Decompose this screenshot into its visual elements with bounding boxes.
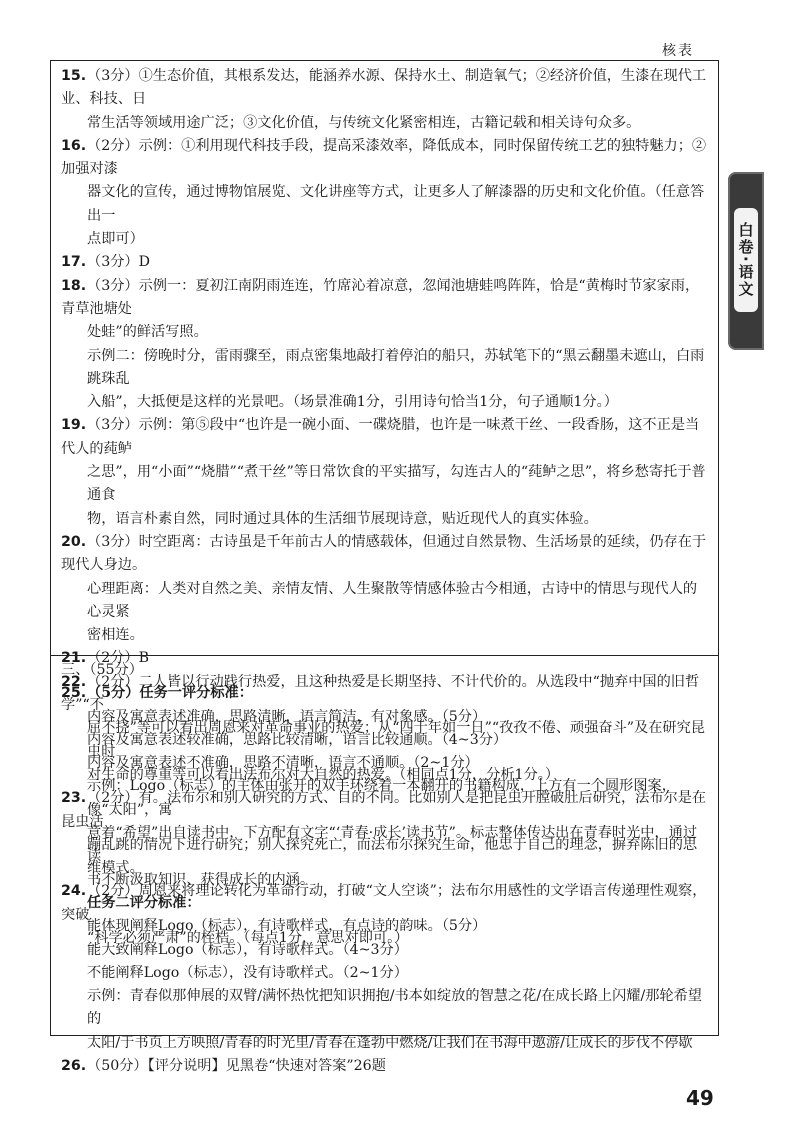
task1-lines-line: 内容及寓意表述准确，思路清晰，语言简洁，有对象感。（5分） xyxy=(87,708,487,725)
task2-lines-line: 能体现阐释Logo（标志），有诗歌样式，有点诗的韵味。（5分） xyxy=(87,918,487,935)
answer-text: （3分）①生态价值，其根系发达，能涵养水源、保持水土、制造氧气；②经济价值，生漆在现代工业、科技、日 xyxy=(61,68,707,108)
answer-line xyxy=(61,181,710,228)
answer-text: （2分）B xyxy=(87,650,150,667)
section-divider xyxy=(51,655,718,656)
question-number: 17. xyxy=(61,254,87,271)
question-26 xyxy=(61,1055,710,1078)
answer-text: 对生命的尊重等可以看出法布尔对大自然的热爱。（相同点1分，分析1分。） xyxy=(87,766,560,783)
question-25-heading: （5分）任务一评分标准： xyxy=(87,685,253,702)
answer-text: 蹦乱跳的情况下进行研究；别人探究死亡，而法布尔探究生命，他忠于自己的理念，摒弃陈旧的思维模式。 xyxy=(87,836,698,877)
question-25-head xyxy=(61,682,710,705)
header-label: 核表 xyxy=(662,43,694,59)
answer-line xyxy=(61,508,710,531)
answer-line xyxy=(61,65,710,112)
answer-text: 之思”，用“小面”“烧腊”“煮干丝”等日常饮食的平实描写，勾连古人的“莼鲈之思”，将乡愁寄托于普通食 xyxy=(87,464,706,504)
example1-lines-line: 意着“希望”出自读书中，下方配有文字“‘青春·成长’读书节”。标志整体传达出在青春时光中，通过读 xyxy=(87,825,698,865)
section-three xyxy=(61,659,710,1078)
question-26-number: 26. xyxy=(61,1058,87,1075)
answer-text: 屈不挠”等可以看出周恩来对革命事业的热爱；从“四十年如一日”“孜孜不倦、顽强奋斗”及在研究昆虫时 xyxy=(87,720,705,760)
section-three-title: 三、（55分） xyxy=(61,662,143,678)
answer-line xyxy=(61,461,710,508)
task2-example xyxy=(61,985,710,1055)
side-tab xyxy=(728,172,764,350)
answer-line xyxy=(61,578,710,625)
question-25-number: 25. xyxy=(61,685,87,702)
answer-text: （2分）二人皆以行动践行热爱，且这种热爱是长期坚持、不计代价的。从选段中“抛弃中国的旧哲学”“不 xyxy=(61,673,700,714)
answer-line xyxy=(61,228,710,251)
answer-line xyxy=(61,414,710,461)
answer-text: 器文化的宣传，通过博物馆展览、文化讲座等方式，让更多人了解漆器的历史和文化价值。（任意答出一 xyxy=(87,184,705,224)
task1-lines-line: 内容及寓意表述较准确，思路比较清晰，语言比较通顺。（4~3分） xyxy=(87,731,508,748)
question-number: 22. xyxy=(61,673,87,690)
task1-criteria xyxy=(61,706,710,776)
question-number: 19. xyxy=(61,417,87,434)
answer-text: 常生活等领域用途广泛；③文化价值，与传统文化紧密相连，古籍记载和相关诗句众多。 xyxy=(87,114,641,131)
example1-lines-line: 示例：Logo（标志）的主体由张开的双手环绕着一本翻开的书籍构成，上方有一个圆形图案，像“太阳”，寓 xyxy=(87,778,676,818)
question-number: 16. xyxy=(61,137,87,154)
task2-lines-line: 能大致阐释Logo（标志），有诗歌样式。（4~3分） xyxy=(87,941,408,958)
example2-lines-line: 太阳/于书页上方映照/青春的时光里/青春在蓬勃中燃烧/让我们在书海中遨游/让成长的步伐不停歇 xyxy=(87,1034,693,1051)
example2-lines-line: 示例：青春似那伸展的双臂/满怀热忱把知识拥抱/书本如绽放的智慧之花/在成长路上闪耀/那轮希望的 xyxy=(87,988,702,1028)
answer-line xyxy=(61,391,710,414)
answer-text: 心理距离：人类对自然之美、亲情友情、人生聚散等情感体验古今相通，古诗中的情思与现代人的心灵紧 xyxy=(87,580,698,620)
answer-text: （2分）有。法布尔和别人研究的方式、目的不同。比如别人是把昆虫开膛破肚后研究，法布尔是在昆虫活 xyxy=(61,790,707,830)
answer-text: （3分）示例一：夏初江南阴雨连连，竹席沁着凉意，忽闻池塘蛙鸣阵阵，恰是“黄梅时节家家雨，青草池塘处 xyxy=(61,277,700,317)
answer-line xyxy=(61,275,710,322)
question-number: 20. xyxy=(61,533,87,550)
side-tab-label: 白卷·语文 xyxy=(736,222,755,298)
task2-lines-line: 不能阐释Logo（标志），没有诗歌样式。（2~1分） xyxy=(87,964,408,981)
question-number: 21. xyxy=(61,650,87,667)
question-number: 18. xyxy=(61,277,87,294)
question-number: 24. xyxy=(61,883,87,900)
answer-text: 入船”，大抵便是这样的光景吧。（场景准确1分，引用诗句恰当1分，句子通顺1分。） xyxy=(87,394,618,411)
page-number: 49 xyxy=(686,1086,714,1110)
question-26-text: （50分）【评分说明】见黑卷“快速对答案”26题 xyxy=(87,1058,386,1075)
answer-text: （3分）示例：第⑤段中“也许是一碗小面、一碟烧腊，也许是一味煮干丝、一段香肠，这不正是当代人的莼鲈 xyxy=(61,417,700,457)
side-tab-inner xyxy=(734,208,758,312)
task2-criteria xyxy=(61,915,710,985)
answer-text: 处蛙”的鲜活写照。 xyxy=(87,324,208,341)
answer-text: 示例二：傍晚时分，雷雨骤至，雨点密集地敲打着停泊的船只，苏轼笔下的“黑云翻墨未遮山，白雨跳珠乱 xyxy=(87,347,705,387)
answer-text: （3分）D xyxy=(87,254,150,271)
answer-line xyxy=(61,345,710,392)
task1-example xyxy=(61,775,710,891)
answer-line xyxy=(61,531,710,578)
answer-text: （2分）示例：①利用现代科技手段，提高采漆效率，降低成本，同时保留传统工艺的独特魅力；②加强对漆 xyxy=(61,137,707,178)
task2-title: 任务二评分标准： xyxy=(87,894,201,911)
answer-text: 点即可） xyxy=(87,231,144,248)
answer-line xyxy=(61,135,710,182)
question-number: 15. xyxy=(61,68,87,84)
answer-text: “科学必须严肃”的桎梏。（每点1分，意思对即可。） xyxy=(87,929,409,946)
question-number: 23. xyxy=(61,790,87,807)
answer-line xyxy=(61,321,710,344)
answer-line xyxy=(61,251,710,274)
example1-lines-line: 书不断汲取知识、获得成长的内涵。 xyxy=(87,871,315,888)
answer-text: 物，语言朴素自然，同时通过具体的生活细节展现诗意，贴近现代人的真实体验。 xyxy=(87,510,598,527)
answer-text: （3分）时空距离：古诗虽是千年前古人的情感载体，但通过自然景物、生活场景的延续，仍存在于现代人身边。 xyxy=(61,533,707,574)
answer-line xyxy=(61,624,710,647)
answer-text: 密相连。 xyxy=(87,627,144,644)
answer-line xyxy=(61,112,710,135)
answer-frame xyxy=(50,60,719,1075)
task1-lines-line: 内容及寓意表述不准确，思路不清晰，语言不通顺。（2~1分） xyxy=(87,755,479,772)
answer-text: （2分）周恩来将理论转化为革命行动，打破“文人空谈”；法布尔用感性的文学语言传递理性观察，突破 xyxy=(61,883,707,923)
